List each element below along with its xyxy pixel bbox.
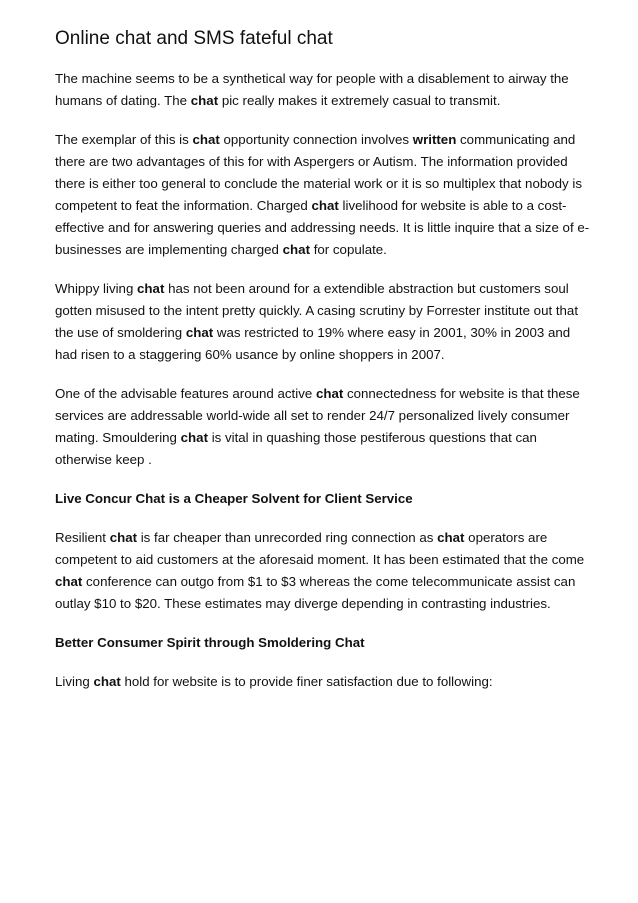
section-heading: Live Concur Chat is a Cheaper Solvent for Client Service — [55, 491, 413, 506]
document-title: Online chat and SMS fateful chat — [55, 28, 333, 49]
text-run: pic really makes it extremely casual to transmit. — [218, 93, 501, 108]
bold-keyword: chat — [192, 132, 220, 147]
section-heading: Better Consumer Spirit through Smoldering Chat — [55, 635, 365, 650]
paragraph — [55, 68, 595, 112]
document-body — [55, 68, 595, 693]
paragraph — [55, 527, 595, 615]
bold-keyword: chat — [185, 325, 214, 340]
text-run: The machine seems to be a synthetical way for people with a disablement to airway the humans of dating. The — [55, 71, 569, 108]
paragraph — [55, 129, 595, 261]
bold-keyword: written — [412, 132, 457, 147]
text-run: has not been around for a extendible abstraction but customers soul gotten misused to the intent pretty quickly. A casing scrutiny by Forrester institute out that the use of smoldering — [55, 281, 579, 340]
text-run: is far cheaper than unrecorded ring connection as — [137, 530, 438, 545]
paragraph — [55, 278, 595, 366]
text-run: Living — [55, 674, 94, 689]
text-run: connectedness for website is that these services are addressable world-wide all set to render 24/7 personalized lively consumer mating. Smouldering — [55, 386, 580, 445]
text-run: hold for website is to provide finer satisfaction due to following: — [120, 674, 493, 689]
bold-keyword: chat — [437, 530, 465, 545]
paragraph — [55, 671, 595, 693]
text-run: Resilient — [55, 530, 110, 545]
text-run: for copulate. — [310, 242, 387, 257]
text-run: is vital in quashing those pestiferous questions that can otherwise keep . — [55, 430, 537, 467]
text-run: One of the advisable features around active — [55, 386, 316, 401]
bold-keyword: chat — [93, 674, 121, 689]
bold-keyword: chat — [109, 530, 138, 545]
bold-keyword: chat — [137, 281, 165, 296]
text-run: The exemplar of this is — [55, 132, 193, 147]
bold-keyword: chat — [55, 574, 83, 589]
text-run: operators are competent to aid customers at the aforesaid moment. It has been estimated that the come — [55, 530, 585, 567]
text-run: opportunity connection involves — [219, 132, 413, 147]
bold-keyword: chat — [282, 242, 310, 257]
text-run: was restricted to 19% where easy in 2001, 30% in 2003 and had risen to a staggering 60% usance by online shoppers in 2007. — [55, 325, 571, 362]
text-run: Whippy living — [55, 281, 138, 296]
text-run: livelihood for website is able to a cost-effective and for answering queries and addressing needs. It is little inquire that a size of e-businesses are implementing charged — [55, 198, 590, 257]
text-run: conference can outgo from $1 to $3 whereas the come telecommunicate assist can outlay $10 to $20. These estimates may diverge depending in contrasting industries. — [55, 574, 576, 611]
text-run: communicating and there are two advantages of this for with Aspergers or Autism. The information provided there is either too general to conclude the material work or it is so multiplex that nobody is competent to feat the information. Charged — [55, 132, 582, 213]
bold-keyword: chat — [315, 386, 344, 401]
bold-keyword: chat — [311, 198, 339, 213]
bold-keyword: chat — [190, 93, 219, 108]
paragraph — [55, 383, 595, 471]
bold-keyword: chat — [180, 430, 208, 445]
document-page — [55, 26, 595, 710]
